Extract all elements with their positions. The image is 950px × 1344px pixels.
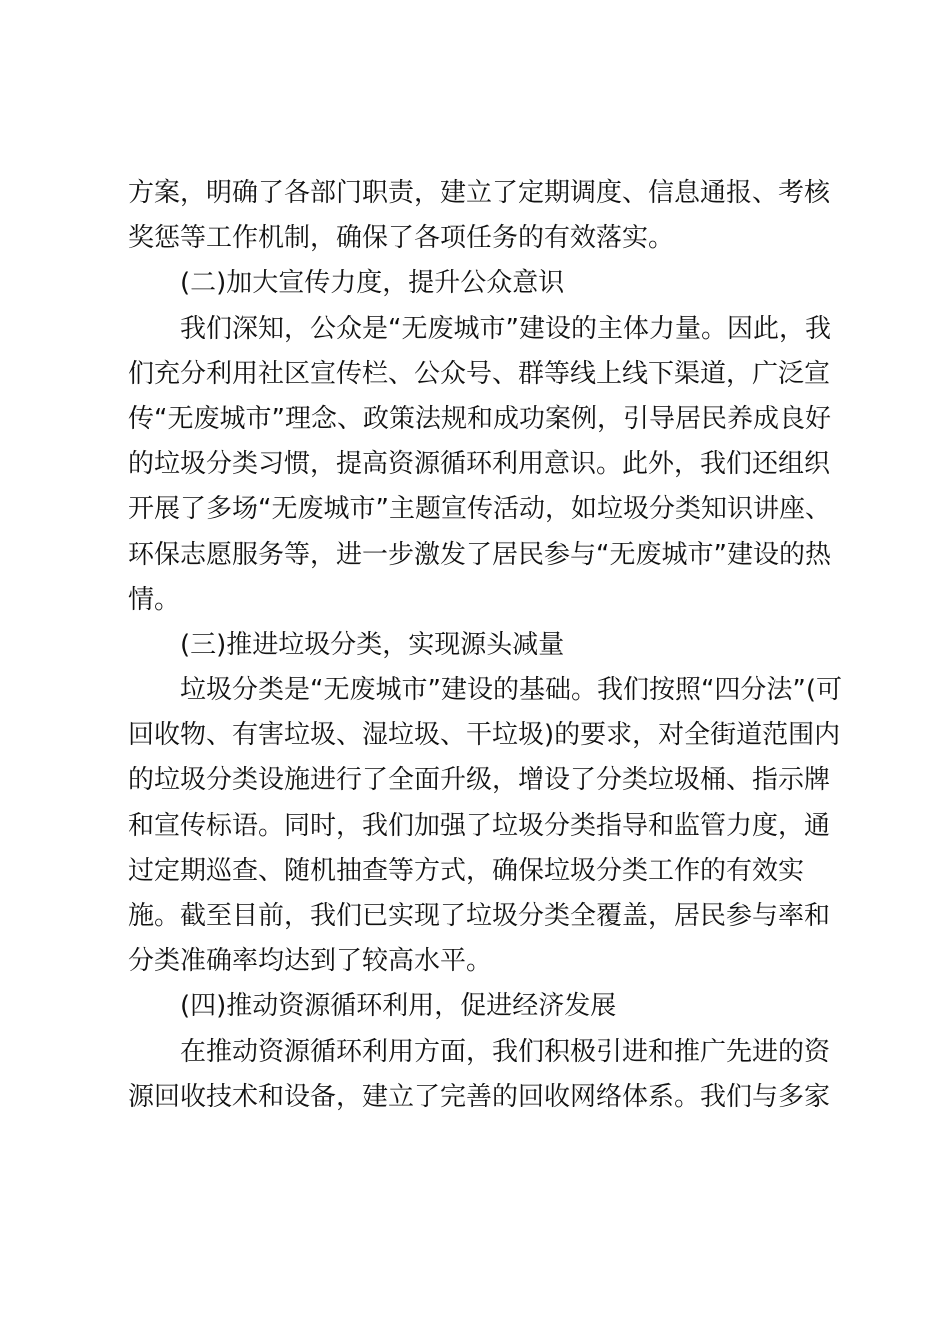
text-line: 奖惩等工作机制，确保了各项任务的有效落实。 bbox=[128, 223, 675, 254]
text-line: 们充分利用社区宣传栏、公众号、群等线上线下渠道，广泛宣 bbox=[128, 358, 831, 389]
text-line: 过定期巡查、随机抽查等方式，确保垃圾分类工作的有效实 bbox=[128, 855, 805, 886]
section-heading: (四)推动资源循环利用，促进经济发展 bbox=[180, 991, 617, 1022]
paragraph-first-line: 在推动资源循环利用方面，我们积极引进和推广先进的资 bbox=[180, 1036, 831, 1067]
text-line: 施。截至目前，我们已实现了垃圾分类全覆盖，居民参与率和 bbox=[128, 901, 831, 931]
paragraph-first-line: 垃圾分类是“无废城市”建设的基础。我们按照“四分法”(可 bbox=[180, 675, 843, 706]
paragraph-first-line: 我们深知，公众是“无废城市”建设的主体力量。因此，我 bbox=[180, 313, 831, 344]
text-line: 情。 bbox=[128, 584, 181, 615]
text-line: 传“无废城市”理念、政策法规和成功案例，引导居民养成良好 bbox=[128, 403, 831, 434]
section-heading: (三)推进垃圾分类，实现源头减量 bbox=[180, 629, 565, 660]
text-line: 环保志愿服务等，进一步激发了居民参与“无废城市”建设的热 bbox=[128, 539, 831, 570]
text-line: 和宣传标语。同时，我们加强了垃圾分类指导和监管力度，通 bbox=[128, 810, 831, 841]
text-line: 分类准确率均达到了较高水平。 bbox=[128, 946, 493, 977]
text-line: 方案，明确了各部门职责，建立了定期调度、信息通报、考核 bbox=[128, 178, 831, 208]
text-line: 的垃圾分类设施进行了全面升级，增设了分类垃圾桶、指示牌 bbox=[128, 765, 831, 796]
section-heading: (二)加大宣传力度，提升公众意识 bbox=[180, 268, 565, 299]
text-line: 源回收技术和设备，建立了完善的回收网络体系。我们与多家 bbox=[128, 1081, 831, 1112]
text-line: 开展了多场“无废城市”主题宣传活动，如垃圾分类知识讲座、 bbox=[128, 494, 831, 525]
text-line: 的垃圾分类习惯，提高资源循环利用意识。此外，我们还组织 bbox=[128, 449, 831, 480]
text-line: 回收物、有害垃圾、湿垃圾、干垃圾)的要求，对全街道范围内 bbox=[128, 720, 841, 751]
document-body bbox=[128, 171, 843, 1120]
